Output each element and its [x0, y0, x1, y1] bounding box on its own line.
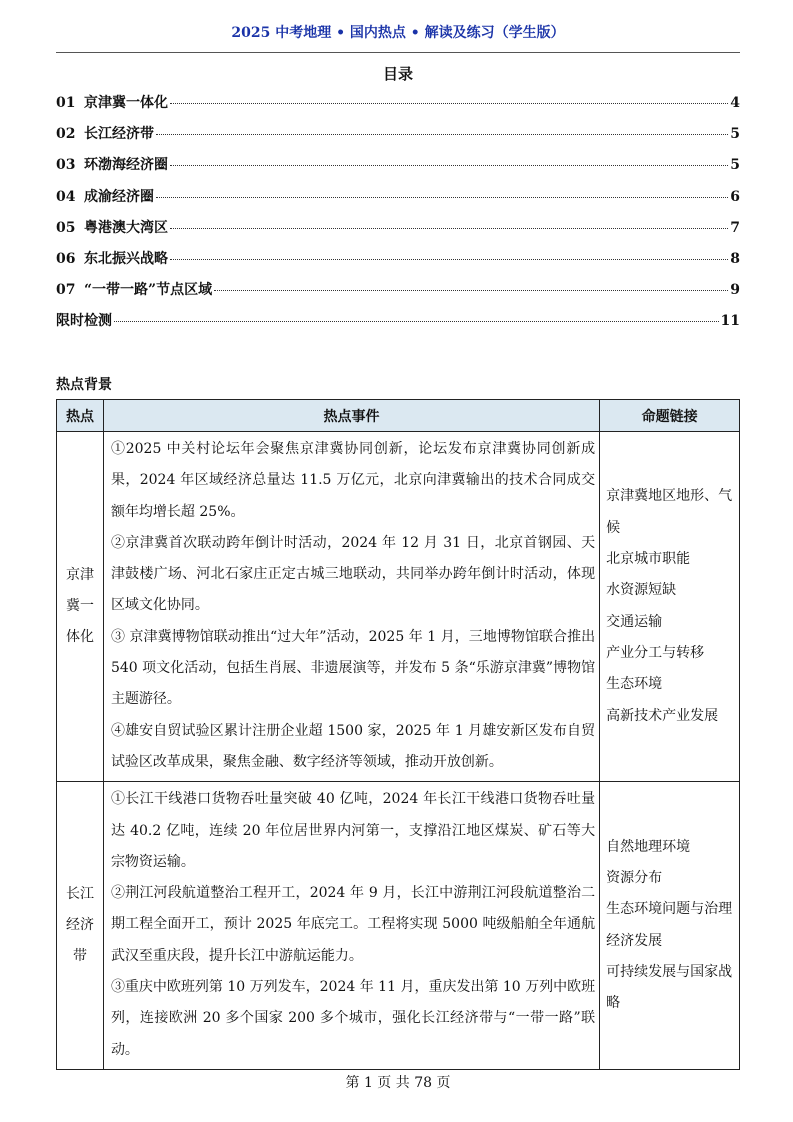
- header-links: 命题链接: [600, 400, 740, 432]
- toc-item[interactable]: [56, 186, 740, 217]
- toc-leader-dots: [170, 259, 728, 260]
- link-item: 交通运输: [606, 613, 663, 630]
- topic-cell: 京津冀一体化: [57, 432, 104, 782]
- link-item: 经济发展: [606, 932, 663, 949]
- page-header-title: 2025 中考地理 • 国内热点 • 解读及练习（学生版）: [231, 25, 565, 41]
- links-cell: [600, 782, 740, 1070]
- toc-item[interactable]: [56, 92, 740, 123]
- event-text: ③ 京津冀博物馆联动推出“过大年”活动，2025 年 1 月，三地博物馆联合推出 540 项文化活动，包括生肖展、非遗展演等，并发布 5 条“乐游京津冀”博物馆主题游径。: [110, 628, 596, 708]
- event-text: ①2025 中关村论坛年会聚焦京津冀协同创新，论坛发布京津冀协同创新成果，2024 年区域经济总量达 11.5 万亿元，北京向津冀输出的技术合同成交额年均增长超 25%。: [110, 441, 596, 520]
- toc-leader-dots: [214, 290, 728, 291]
- links-cell: [600, 432, 740, 782]
- toc-leader-dots: [114, 321, 719, 322]
- event-text: ②荆江河段航道整治工程开工，2024 年 9 月，长江中游荆江河段航道整治二期工程全面开工，预计 2025 年底完工。工程将实现 5000 吨级船舶全年通航武汉至重庆段，提升长江中游航运能力。: [110, 885, 596, 964]
- toc-item-page: 4: [730, 95, 740, 111]
- topic-cell: 长江经济带: [57, 782, 104, 1070]
- toc-item-number: 06: [56, 250, 76, 267]
- table-header-row: [57, 400, 740, 432]
- table-row: [57, 782, 740, 1070]
- toc-item-label: 东北振兴战略: [84, 250, 168, 267]
- toc-item-label: 环渤海经济圈: [84, 157, 168, 174]
- toc-item-page: 11: [720, 313, 740, 330]
- page-footer: 第 1 页 共 78 页: [345, 1075, 451, 1091]
- toc-item-number: 05: [56, 219, 76, 236]
- header-events: 热点事件: [103, 400, 599, 432]
- toc-item-page: 8: [730, 250, 740, 267]
- toc-item-label: 粤港澳大湾区: [84, 219, 168, 236]
- toc-leader-dots: [156, 134, 728, 135]
- toc-leader-dots: [170, 103, 728, 104]
- header-topic: 热点: [57, 400, 104, 432]
- hotspot-table: [56, 399, 740, 1070]
- toc-item-number: 01: [56, 95, 76, 111]
- toc-item-label: 成渝经济圈: [84, 188, 154, 205]
- toc-item[interactable]: [56, 248, 740, 279]
- link-item: 高新技术产业发展: [606, 707, 719, 724]
- table-of-contents: [56, 92, 740, 342]
- header-divider: [56, 52, 740, 53]
- link-item: 自然地理环境: [606, 838, 691, 855]
- events-cell: [103, 782, 599, 1070]
- toc-item-number: 02: [56, 126, 76, 143]
- link-item: 京津冀地区地形、气候: [606, 488, 733, 536]
- link-item: 北京城市职能: [606, 551, 691, 568]
- toc-item[interactable]: [56, 154, 740, 185]
- toc-item-page: 7: [730, 219, 740, 236]
- toc-item-page: 5: [730, 157, 740, 174]
- event-text: ③重庆中欧班列第 10 万列发车，2024 年 11 月，重庆发出第 10 万列中欧班列，连接欧洲 20 多个国家 200 多个城市，强化长江经济带与“一带一路”联动。: [110, 979, 596, 1058]
- toc-leader-dots: [170, 165, 728, 166]
- event-text: ②京津冀首次联动跨年倒计时活动，2024 年 12 月 31 日，北京首钢园、天津鼓楼广场、河北石家庄正定古城三地联动，共同举办跨年倒计时活动，体现区域文化协同。: [110, 534, 596, 614]
- toc-item[interactable]: [56, 217, 740, 248]
- link-item: 产业分工与转移: [606, 644, 705, 661]
- toc-leader-dots: [170, 228, 728, 229]
- toc-item-page: 9: [730, 282, 740, 299]
- toc-leader-dots: [156, 197, 728, 198]
- section-title: 热点背景: [56, 377, 112, 393]
- toc-title: 目录: [382, 65, 413, 83]
- toc-item[interactable]: [56, 123, 740, 154]
- event-text: ④雄安自贸试验区累计注册企业超 1500 家，2025 年 1 月雄安新区发布自贸试验区改革成果，聚焦金融、数字经济等领域，推动开放创新。: [110, 722, 596, 770]
- link-item: 生态环境问题与治理: [606, 901, 733, 918]
- toc-item-label: 限时检测: [56, 313, 112, 330]
- toc-item-number: 03: [56, 157, 76, 174]
- link-item: 可持续发展与国家战略: [606, 963, 733, 1012]
- toc-item[interactable]: [56, 279, 740, 310]
- toc-item-page: 6: [730, 188, 740, 205]
- toc-item[interactable]: [56, 310, 740, 341]
- table-row: [57, 432, 740, 782]
- toc-item-label: 京津冀一体化: [84, 95, 168, 111]
- toc-item-label: “一带一路”节点区域: [84, 282, 213, 299]
- link-item: 生态环境: [606, 676, 663, 693]
- events-cell: [103, 432, 599, 782]
- link-item: 资源分布: [606, 870, 663, 886]
- toc-item-label: 长江经济带: [84, 126, 154, 143]
- event-text: ①长江干线港口货物吞吐量突破 40 亿吨，2024 年长江干线港口货物吞吐量达 40.2 亿吨，连续 20 年位居世界内河第一，支撑沿江地区煤炭、矿石等大宗物资运输。: [110, 791, 596, 870]
- toc-item-page: 5: [730, 126, 740, 143]
- link-item: 水资源短缺: [606, 582, 677, 599]
- toc-item-number: 07: [56, 282, 76, 299]
- toc-item-number: 04: [56, 188, 76, 205]
